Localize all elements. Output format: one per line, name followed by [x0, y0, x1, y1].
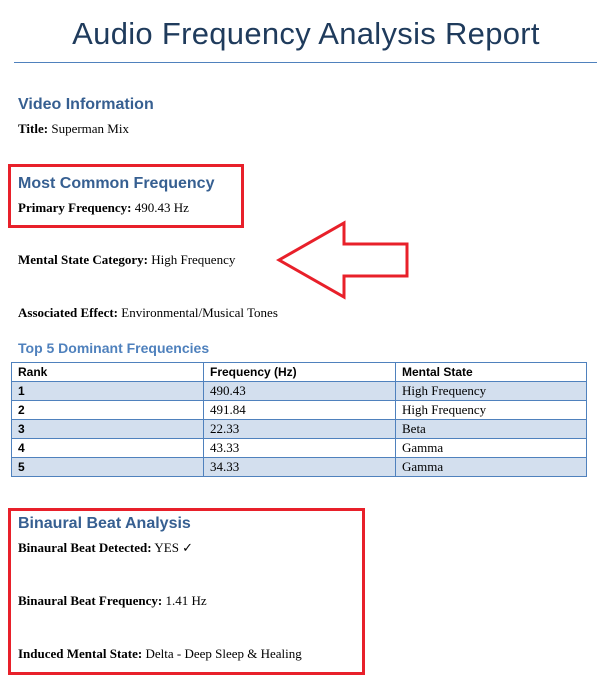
cell-rank: 4	[12, 439, 204, 458]
title-divider	[14, 62, 597, 63]
cell-frequency: 490.43	[204, 382, 396, 401]
video-title-value: Superman Mix	[51, 121, 129, 136]
mental-state-value: High Frequency	[151, 252, 236, 267]
mental-state-line	[18, 252, 235, 268]
table-header-row	[12, 363, 587, 382]
cell-mental-state: High Frequency	[396, 401, 587, 420]
cell-frequency: 491.84	[204, 401, 396, 420]
cell-rank: 1	[12, 382, 204, 401]
table-row	[12, 401, 587, 420]
binaural-detected-label: Binaural Beat Detected:	[18, 540, 152, 555]
induced-state-line	[18, 646, 302, 662]
cell-rank: 5	[12, 458, 204, 477]
top5-heading: Top 5 Dominant Frequencies	[18, 340, 210, 356]
cell-frequency: 43.33	[204, 439, 396, 458]
video-title-line	[18, 121, 129, 137]
binaural-frequency-label: Binaural Beat Frequency:	[18, 593, 163, 608]
cell-mental-state: High Frequency	[396, 382, 587, 401]
binaural-frequency-value: 1.41 Hz	[165, 593, 207, 608]
induced-state-label: Induced Mental State:	[18, 646, 143, 661]
binaural-detected-value: YES ✓	[154, 540, 194, 555]
cell-frequency: 22.33	[204, 420, 396, 439]
associated-effect-line	[18, 305, 278, 321]
cell-frequency: 34.33	[204, 458, 396, 477]
table-row	[12, 382, 587, 401]
table-row	[12, 439, 587, 458]
binaural-heading: Binaural Beat Analysis	[18, 515, 191, 532]
table-row	[12, 420, 587, 439]
cell-mental-state: Gamma	[396, 439, 587, 458]
cell-rank: 2	[12, 401, 204, 420]
primary-frequency-line	[18, 200, 189, 216]
table-row	[12, 458, 587, 477]
associated-effect-value: Environmental/Musical Tones	[121, 305, 278, 320]
cell-mental-state: Beta	[396, 420, 587, 439]
video-title-label: Title:	[18, 121, 49, 136]
primary-frequency-label: Primary Frequency:	[18, 200, 132, 215]
col-header-frequency: Frequency (Hz)	[204, 363, 396, 382]
induced-state-value: Delta - Deep Sleep & Healing	[145, 646, 302, 661]
video-info-heading: Video Information	[18, 96, 154, 113]
left-arrow-icon	[276, 220, 412, 300]
most-common-heading: Most Common Frequency	[18, 175, 215, 192]
primary-frequency-value: 490.43 Hz	[134, 200, 189, 215]
associated-effect-label: Associated Effect:	[18, 305, 118, 320]
binaural-detected-line	[18, 540, 193, 556]
report-title: Audio Frequency Analysis Report	[72, 16, 540, 51]
most-common-highlight-box	[8, 164, 244, 228]
cell-mental-state: Gamma	[396, 458, 587, 477]
binaural-frequency-line	[18, 593, 207, 609]
col-header-mental-state: Mental State	[396, 363, 587, 382]
cell-rank: 3	[12, 420, 204, 439]
mental-state-label: Mental State Category:	[18, 252, 148, 267]
top5-frequency-table	[11, 362, 587, 477]
col-header-rank: Rank	[12, 363, 204, 382]
